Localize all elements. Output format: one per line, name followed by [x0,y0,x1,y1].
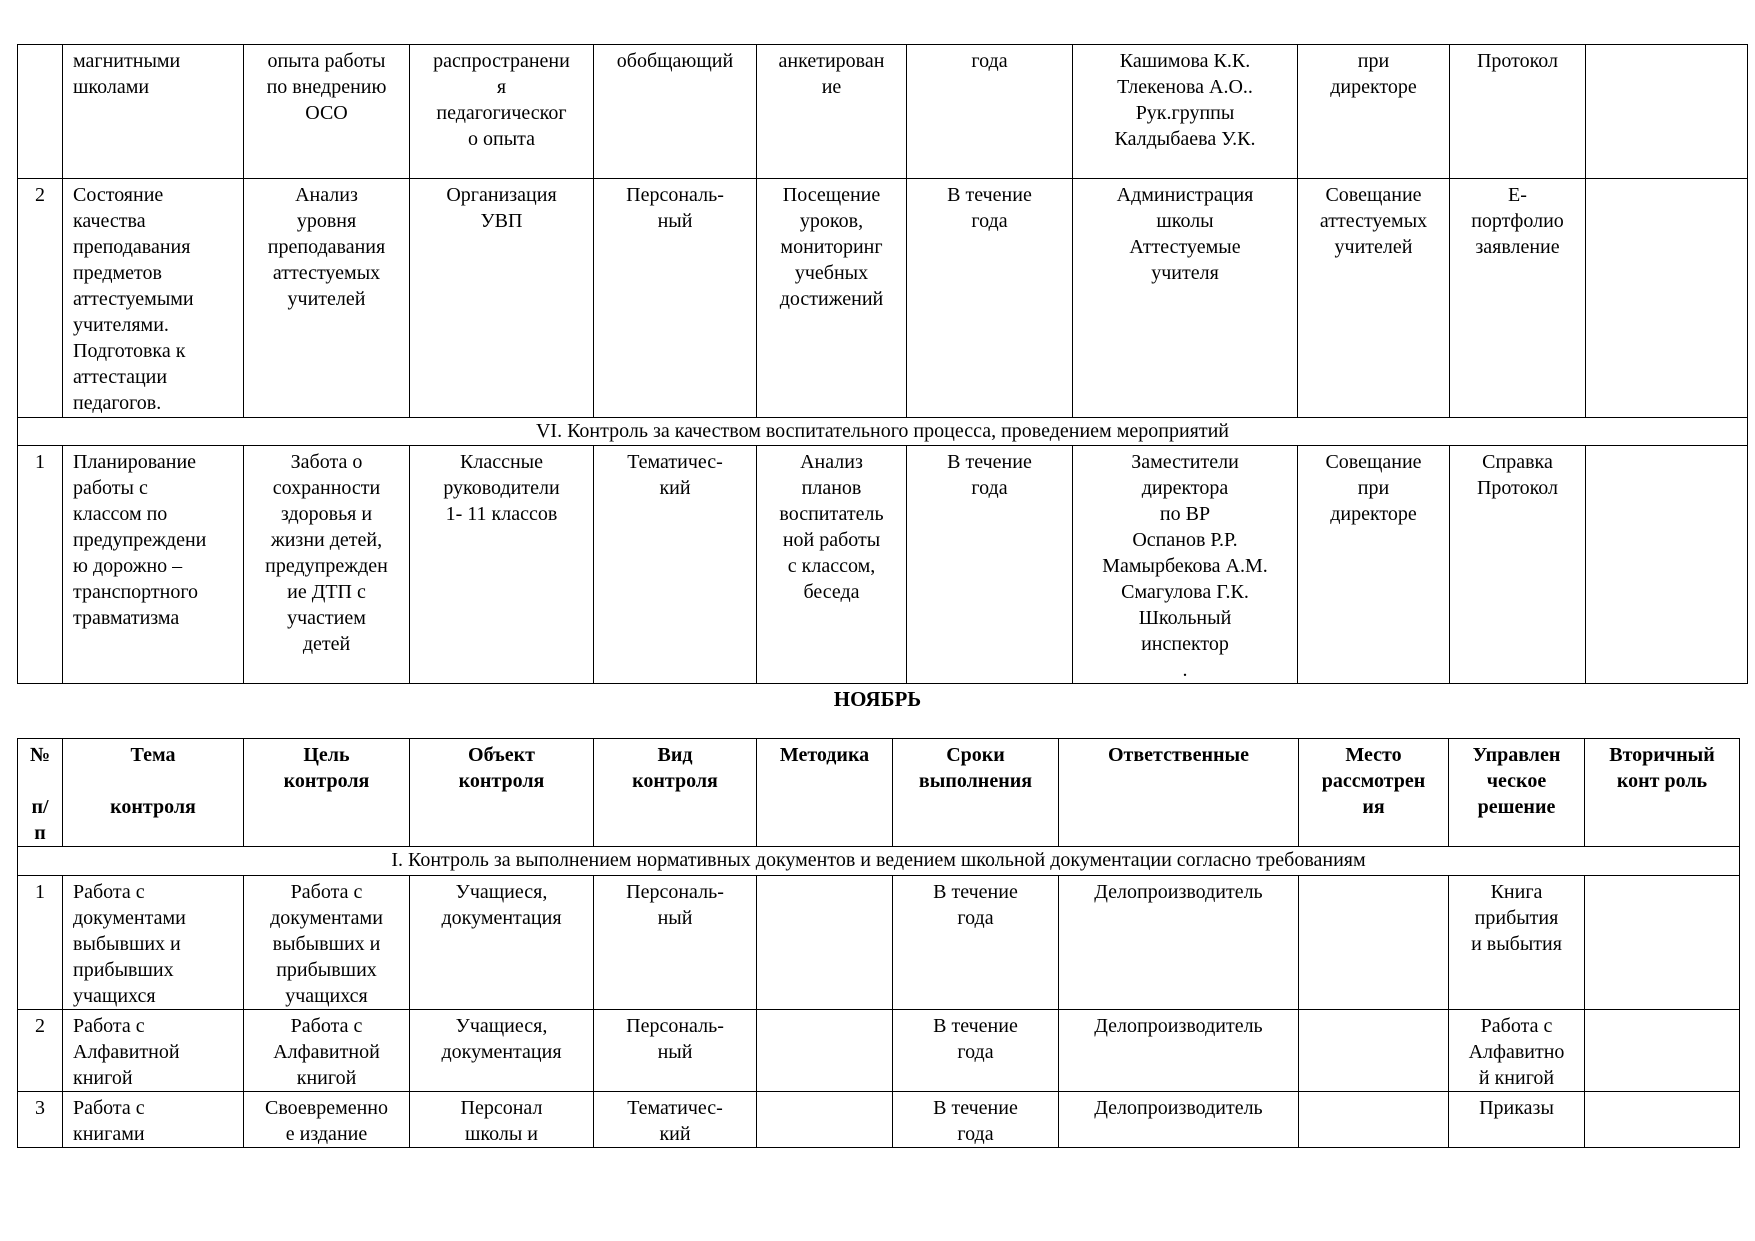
cell-goal: Анализ уровня преподавания аттестуемых учителей [244,179,410,418]
cell-kind: Тематичес- кий [594,446,757,684]
cell-num: 2 [18,179,63,418]
cell-goal: Своевременно е издание [244,1092,410,1148]
control-plan-table-november [17,738,1740,1148]
header-responsible: Ответственные [1059,739,1299,847]
cell-decision: Протокол [1450,45,1586,179]
header-decision: Управлен ческое решение [1449,739,1585,847]
cell-method: Анализ планов воспитатель ной работы с классом, беседа [757,446,907,684]
cell-object: распространени я педагогическог о опыта [410,45,594,179]
header-term: Сроки выполнения [893,739,1059,847]
cell-term: В течение года [907,446,1073,684]
header-object: Объект контроля [410,739,594,847]
table-row [18,179,1748,418]
cell-term: В течение года [907,179,1073,418]
cell-decision: Приказы [1449,1092,1585,1148]
cell-method [757,1010,893,1092]
header-goal: Цель контроля [244,739,410,847]
table-row [18,446,1748,684]
cell-theme: Работа с Алфавитной книгой [63,1010,244,1092]
cell-responsible: Делопроизводитель [1059,1010,1299,1092]
section-row [18,847,1740,876]
cell-method: анкетирован ие [757,45,907,179]
cell-object: Классные руководители 1- 11 классов [410,446,594,684]
cell-term: В течение года [893,1010,1059,1092]
cell-secondary [1585,876,1740,1010]
cell-responsible: Делопроизводитель [1059,876,1299,1010]
cell-theme: Планирование работы с классом по предупреждени ю дорожно – транспортного травматизма [63,446,244,684]
cell-place [1299,876,1449,1010]
cell-object: Учащиеся, документация [410,1010,594,1092]
cell-responsible: Кашимова К.К. Тлекенова А.О.. Рук.группы Калдыбаева У.К. [1073,45,1298,179]
cell-kind: Персональ- ный [594,1010,757,1092]
cell-object: Персонал школы и [410,1092,594,1148]
table-row [18,45,1748,179]
cell-decision: Работа с Алфавитно й книгой [1449,1010,1585,1092]
header-num: № п/ п [18,739,63,847]
header-row [18,739,1740,847]
cell-num [18,45,63,179]
cell-term: В течение года [893,876,1059,1010]
section-title: VI. Контроль за качеством воспитательного процесса, проведением мероприятий [18,418,1748,446]
cell-theme: Работа с документами выбывших и прибывших учащихся [63,876,244,1010]
cell-term: года [907,45,1073,179]
cell-secondary [1585,1010,1740,1092]
cell-kind: Тематичес- кий [594,1092,757,1148]
cell-responsible: Администрация школы Аттестуемые учителя [1073,179,1298,418]
cell-secondary [1586,45,1748,179]
cell-kind: Персональ- ный [594,179,757,418]
cell-num: 1 [18,446,63,684]
cell-place [1299,1092,1449,1148]
cell-goal: Работа с Алфавитной книгой [244,1010,410,1092]
header-theme: Тема контроля [63,739,244,847]
table-row [18,1092,1740,1148]
cell-place: при директоре [1298,45,1450,179]
cell-method: Посещение уроков, мониторинг учебных достижений [757,179,907,418]
cell-decision: Справка Протокол [1450,446,1586,684]
cell-theme: магнитными школами [63,45,244,179]
cell-term: В течение года [893,1092,1059,1148]
cell-place [1299,1010,1449,1092]
section-title: I. Контроль за выполнением нормативных документов и ведением школьной документации согласно требованиям [18,847,1740,876]
cell-secondary [1585,1092,1740,1148]
section-row [18,418,1748,446]
cell-object: Учащиеся, документация [410,876,594,1010]
cell-kind: Персональ- ный [594,876,757,1010]
cell-goal: опыта работы по внедрению ОСО [244,45,410,179]
header-secondary: Вторичный конт роль [1585,739,1740,847]
cell-method [757,876,893,1010]
cell-goal: Забота о сохранности здоровья и жизни детей, предупрежден ие ДТП с участием детей [244,446,410,684]
header-kind: Вид контроля [594,739,757,847]
control-plan-table-continued [17,44,1748,684]
cell-decision: Е- портфолио заявление [1450,179,1586,418]
cell-num: 2 [18,1010,63,1092]
cell-theme: Состояние качества преподавания предметов аттестуемыми учителями. Подготовка к аттестации педагогов. [63,179,244,418]
cell-theme: Работа с книгами [63,1092,244,1148]
cell-object: Организация УВП [410,179,594,418]
cell-kind: обобщающий [594,45,757,179]
cell-decision: Книга прибытия и выбытия [1449,876,1585,1010]
cell-responsible: Заместители директора по ВР Оспанов Р.Р. Мамырбекова А.М. Смагулова Г.К. Школьный инспектор . [1073,446,1298,684]
cell-num: 1 [18,876,63,1010]
cell-secondary [1586,446,1748,684]
header-place: Место рассмотрен ия [1299,739,1449,847]
cell-place: Совещание аттестуемых учителей [1298,179,1450,418]
cell-responsible: Делопроизводитель [1059,1092,1299,1148]
cell-method [757,1092,893,1148]
cell-secondary [1586,179,1748,418]
month-heading: НОЯБРЬ [833,687,922,711]
cell-place: Совещание при директоре [1298,446,1450,684]
table-row [18,1010,1740,1092]
header-method: Методика [757,739,893,847]
cell-goal: Работа с документами выбывших и прибывших учащихся [244,876,410,1010]
table-row [18,876,1740,1010]
cell-num: 3 [18,1092,63,1148]
